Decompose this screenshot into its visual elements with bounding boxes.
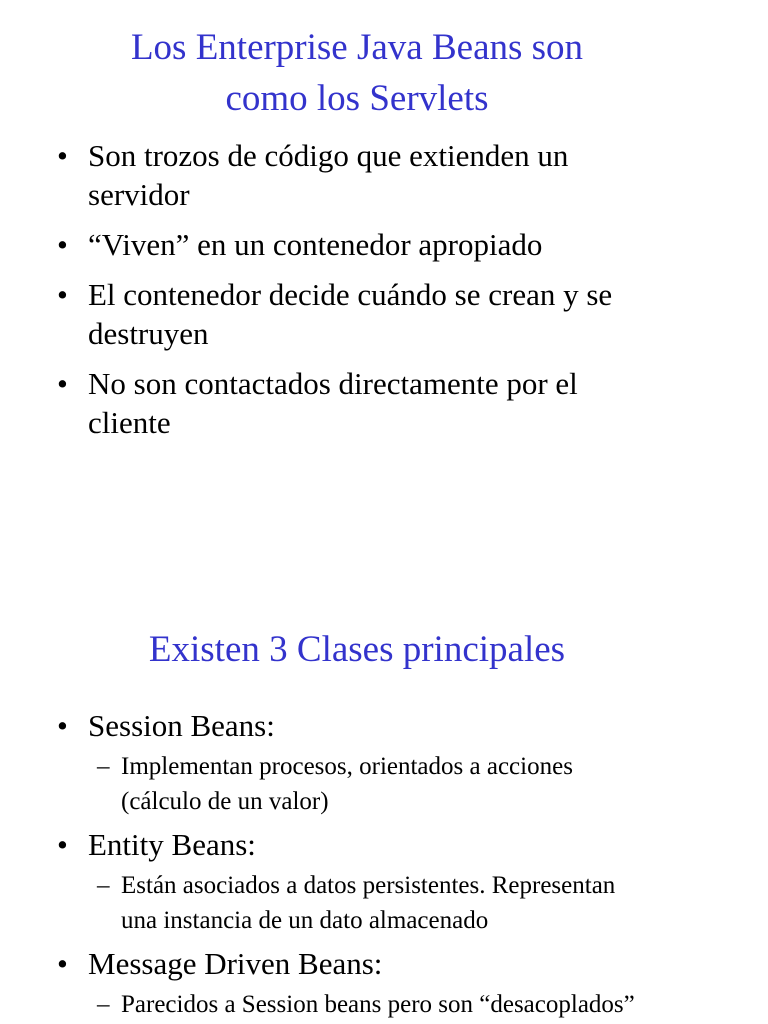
bullet-text-line-1: El contenedor decide cuándo se crean y se <box>88 277 613 312</box>
bullet-list <box>0 706 720 1024</box>
bullet-label: Entity Beans: <box>88 827 256 862</box>
sub-list <box>88 749 720 819</box>
sub-text-line-2: (cálculo de un valor) <box>121 788 329 815</box>
slide-title <box>0 22 714 124</box>
bullet-text-line-1: “Viven” en un contenedor apropiado <box>88 227 543 262</box>
sub-text-line-1: Implementan procesos, orientados a acciones <box>121 753 573 780</box>
bullet-text-line-1: No son contactados directamente por el <box>88 366 578 401</box>
list-item <box>0 275 700 353</box>
list-item <box>0 364 700 442</box>
title-line-1: Los Enterprise Java Beans son <box>130 27 584 68</box>
sub-item <box>88 987 720 1022</box>
bullet-marker: • <box>57 946 68 981</box>
list-item <box>0 225 700 264</box>
dash-marker: – <box>97 753 110 780</box>
bullet-text-line-2: destruyen <box>88 316 209 351</box>
sub-text-line-2: una instancia de un dato almacenado <box>121 907 489 934</box>
bullet-marker: • <box>57 366 68 401</box>
bullet-marker: • <box>57 827 68 862</box>
list-item <box>0 136 700 214</box>
bullet-label: Message Driven Beans: <box>88 946 383 981</box>
slide-title: Existen 3 Clases principales <box>148 629 566 670</box>
list-item-entity-beans <box>0 825 720 938</box>
list-item-message-driven-beans <box>0 944 720 1022</box>
bullet-text-line-2: cliente <box>88 405 171 440</box>
bullet-marker: • <box>57 138 68 173</box>
slide-ejb-classes <box>0 560 768 1024</box>
bullet-marker: • <box>57 277 68 312</box>
sub-item <box>88 749 720 819</box>
dash-marker: – <box>97 991 110 1018</box>
bullet-marker: • <box>57 227 68 262</box>
bullet-text-line-1: Son trozos de código que extienden un <box>88 138 569 173</box>
bullet-label: Session Beans: <box>88 708 275 743</box>
sub-text-line-1: Están asociados a datos persistentes. Representan <box>121 872 616 899</box>
sub-text-line-1: Parecidos a Session beans pero son “desacoplados” <box>121 991 635 1018</box>
sub-item <box>88 868 720 938</box>
bullet-marker: • <box>57 708 68 743</box>
title-line-2: como los Servlets <box>225 78 489 119</box>
sub-list <box>88 868 720 938</box>
bullet-list <box>0 136 700 453</box>
dash-marker: – <box>97 872 110 899</box>
bullet-text-line-2: servidor <box>88 177 190 212</box>
list-item-session-beans <box>0 706 720 819</box>
sub-list <box>88 987 720 1022</box>
